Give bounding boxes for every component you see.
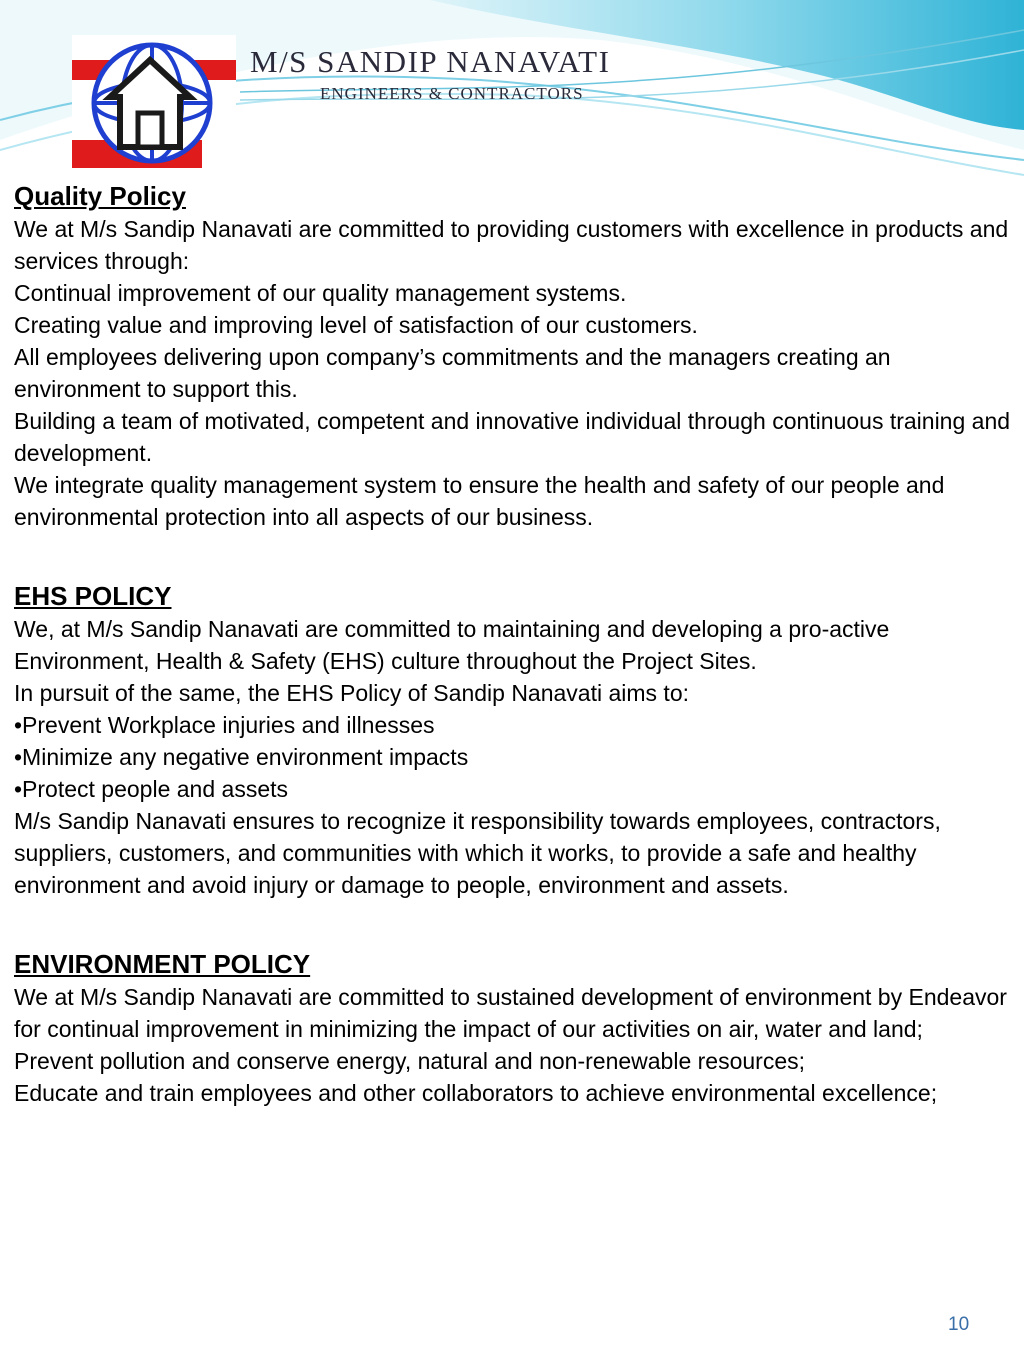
bullet-item: •Prevent Workplace injuries and illnesses (14, 712, 435, 738)
company-logo (72, 35, 236, 170)
bullet-item: •Minimize any negative environment impacts (14, 744, 469, 770)
policy-content (14, 179, 1014, 1109)
policy-line: Educate and train employees and other collaborators to achieve environmental excellence; (14, 1080, 938, 1106)
quality-policy-section (14, 179, 1014, 533)
ehs-policy-section (14, 579, 1014, 901)
bullet-item: •Protect people and assets (14, 776, 289, 802)
page-number: 10 (948, 1314, 970, 1335)
policy-line: Continual improvement of our quality management systems. (14, 280, 627, 306)
policy-line: We, at M/s Sandip Nanavati are committed to maintaining and developing a pro-active Environment, Health & Safety (EHS) culture throughout the Project Sites. (14, 616, 890, 674)
ehs-policy-heading: EHS POLICY (14, 581, 172, 611)
quality-policy-heading: Quality Policy (14, 181, 186, 211)
globe-house-logo-icon (72, 35, 236, 170)
policy-line: All employees delivering upon company’s commitments and the managers creating an environment to support this. (14, 344, 891, 402)
company-name: M/S SANDIP NANAVATI (250, 44, 611, 79)
policy-line: We integrate quality management system to ensure the health and safety of our people and environmental protection into all aspects of our business. (14, 472, 945, 530)
environment-policy-section (14, 947, 1014, 1109)
environment-policy-heading: ENVIRONMENT POLICY (14, 949, 311, 979)
policy-line: Prevent pollution and conserve energy, natural and non-renewable resources; (14, 1048, 806, 1074)
policy-line: We at M/s Sandip Nanavati are committed to sustained development of environment by Endeavor for continual improvement in minimizing the impact of our activities on air, water and land; (14, 984, 1007, 1042)
policy-line: We at M/s Sandip Nanavati are committed to providing customers with excellence in products and services through: (14, 216, 1009, 274)
policy-line: Building a team of motivated, competent and innovative individual through continuous training and development. (14, 408, 1011, 466)
company-subtitle: ENGINEERS & CONTRACTORS (320, 84, 584, 103)
policy-line: In pursuit of the same, the EHS Policy of Sandip Nanavati aims to: (14, 680, 690, 706)
policy-line: M/s Sandip Nanavati ensures to recognize it responsibility towards employees, contractors, suppliers, customers, and communities with which it works, to provide a safe and healthy environment and avoid injury or damage to people, environment and assets. (14, 808, 941, 898)
policy-line: Creating value and improving level of satisfaction of our customers. (14, 312, 698, 338)
